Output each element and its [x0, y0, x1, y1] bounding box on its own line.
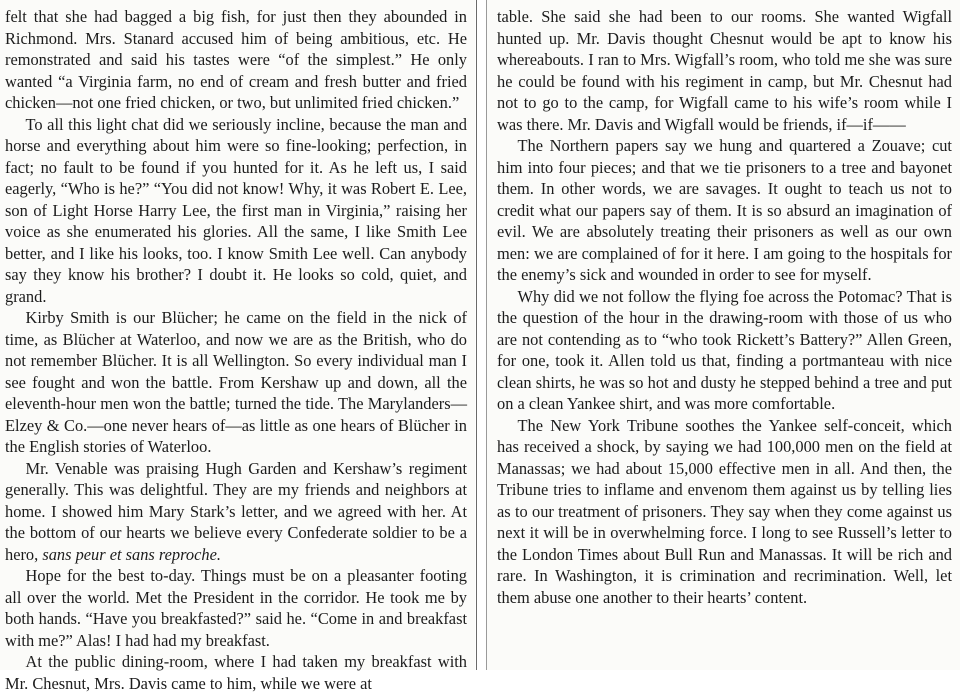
paragraph-right-4: The New York Tribune soothes the Yankee self-conceit, which has received a shock, by saying we had 100,000 men on the field at Manassas; we had about 15,000 effective men in all. And then, the Tribune tries to inflame and envenom them against us by telling lies as to our treatment of prisoners. They say when they come against us next it will be in overwhelming force. I long to see Russell’s letter to the London Times about Bull Run and Manassas. It will be rich and rare. In Washington, it is crimination and recrimination. Well, let them abuse one another to their hearts’ content. [497, 415, 952, 607]
paragraph-right-1: table. She said she had been to our rooms. She wanted Wigfall hunted up. Mr. Davis thought Chesnut would be apt to know his whereabouts. I ran to Mrs. Wigfall’s room, who told me she was sure he could be found with his regiment in camp, but Mr. Chesnut had not to go to the camp, for Wigfall came to his wife’s room while I was there. Mr. Davis and Wigfall would be friends, if—if—— [497, 7, 952, 134]
paragraph-left-1: felt that she had bagged a big fish, for just then they abounded in Richmond. Mrs. Stanard accused him of being ambitious, etc. He remonstrated and said his tastes were “of the simplest.” He only wanted “a Virginia farm, no end of cream and fresh butter and fried chicken—not one fried chicken, or two, but unlimited fried chicken.” [5, 7, 467, 112]
paragraph-left-2: To all this light chat did we seriously incline, because the man and horse and everything about him were so fine-looking; perfection, in fact; no fault to be found if you hunted for it. As he left us, I said eagerly, “Who is he?” “You did not know! Why, it was Robert E. Lee, son of Light Horse Harry Lee, the first man in Virginia,” raising her voice as she enumerated his glories. All the same, I like Smith Lee better, and I like his looks, too. I know Smith Lee well. Can anybody say they know his brother? I doubt it. He looks so cold, quiet, and grand. [5, 114, 467, 306]
paragraph-left-4-italic-phrase: sans peur et sans reproche. [42, 544, 221, 564]
paragraph-left-6: At the public dining-room, where I had taken my breakfast with Mr. Chesnut, Mrs. Davis came to him, while we were at [5, 652, 467, 693]
paragraph-left-3: Kirby Smith is our Blücher; he came on the field in the nick of time, as Blücher at Waterloo, and now we are as the British, who do not remember Blücher. It is all Wellington. So every individual man I see fought and won the battle. From Kershaw up and down, all the eleventh-hour men won the battle; turned the tide. The Marylanders—Elzey & Co.—one never hears of—as little as one hears of Blücher in the English stories of Waterloo. [5, 308, 467, 456]
right-page-column [487, 0, 960, 670]
paragraph-left-5: Hope for the best to-day. Things must be on a pleasanter footing all over the world. Met the President in the corridor. He took me by both hands. “Have you breakfasted?” said he. “Come in and breakfast with me?” Alas! I had had my breakfast. [5, 566, 467, 650]
paragraph-left-4 [5, 458, 467, 566]
page-gutter-line [476, 0, 477, 670]
paragraph-right-2: The Northern papers say we hung and quartered a Zouave; cut him into four pieces; and that we tie prisoners to a tree and bayonet them. In other words, we are savages. It ought to teach us not to credit what our papers say of them. It is so absurd an imagination of evil. We are absolutely treating their prisoners as well as our own men: we are complained of for it here. I am going to the hospitals for the enemy’s sick and wounded in order to see for myself. [497, 136, 952, 284]
paragraph-right-3: Why did we not follow the flying foe across the Potomac? That is the question of the hour in the drawing-room with those of us who are not contending as to “who took Rickett’s Battery?” Allen Green, for one, took it. Allen told us that, finding a portmanteau with nice clean shirts, he was so hot and dusty he stepped behind a tree and put on a clean Yankee shirt, and was more comfortable. [497, 286, 952, 413]
paragraph-left-4-text: Mr. Venable was praising Hugh Garden and Kershaw’s regiment generally. This was delightful. They are my friends and neighbors at home. I showed him Mary Stark’s letter, and we agreed with her. At the bottom of our hearts we believe every Confederate soldier to be a hero, [5, 458, 467, 564]
left-page-column [0, 0, 475, 693]
